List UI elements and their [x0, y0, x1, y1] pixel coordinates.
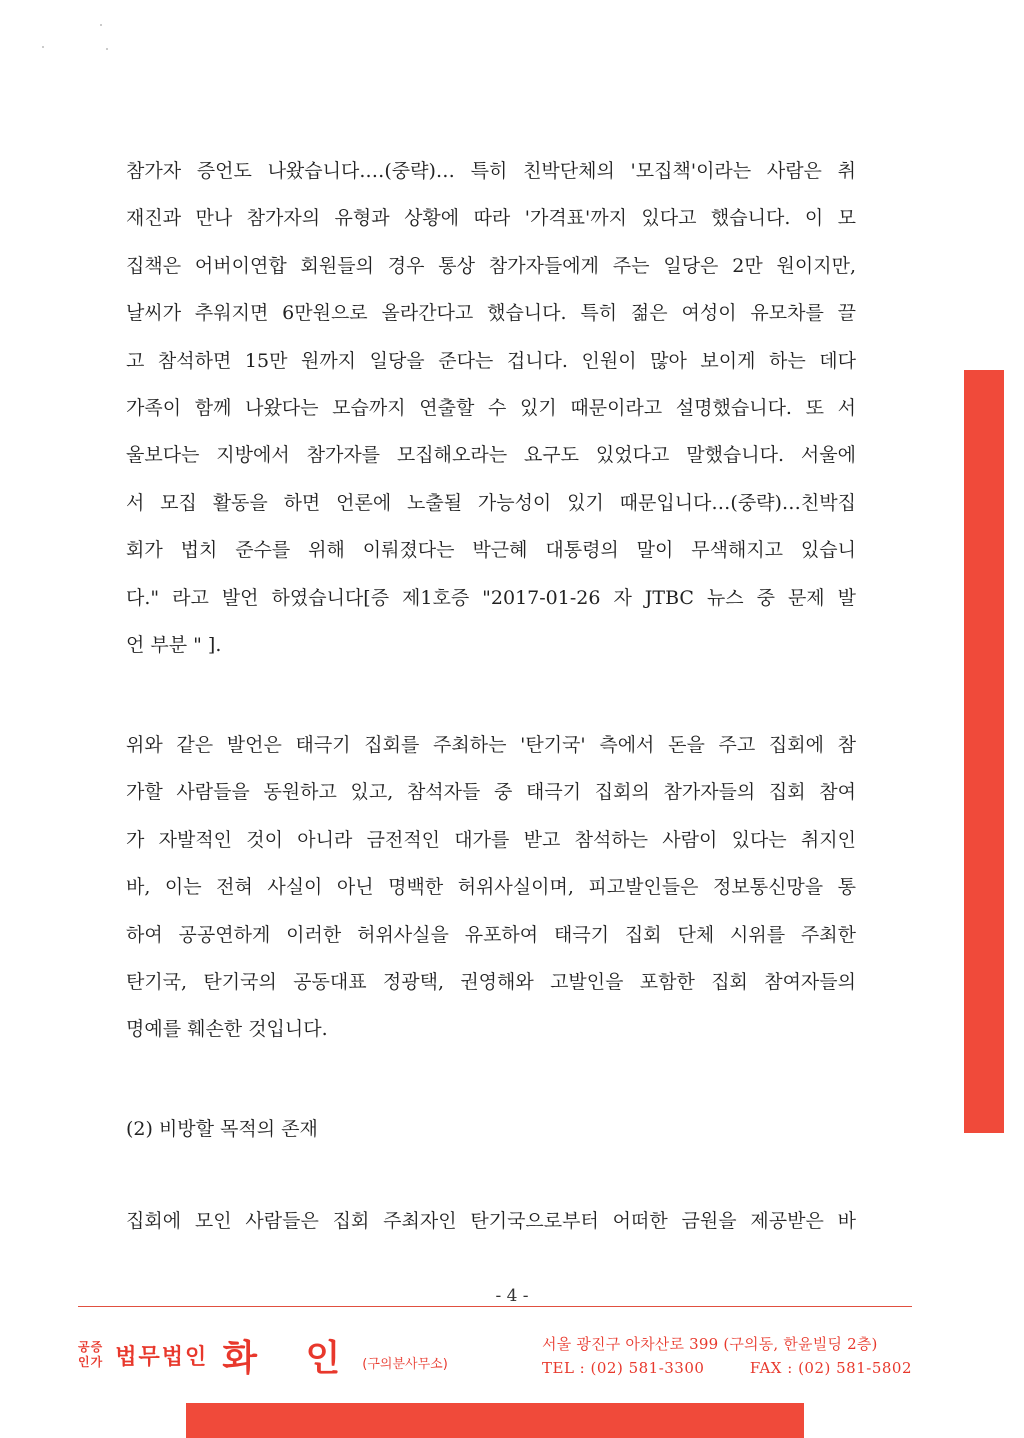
bottom-color-band	[186, 1403, 804, 1438]
text-line: 언 부분 " ].	[126, 634, 222, 657]
text-line: 회가 법치 준수를 위해 이뤄졌다는 박근혜 대통령의 말이 무색해지고 있습니	[126, 539, 856, 562]
text-line: 날씨가 추워지면 6만원으로 올라간다고 했습니다. 특히 젊은 여성이 유모차를 끌	[126, 302, 856, 325]
text-line: 바, 이는 전혀 사실이 아닌 명백한 허위사실이며, 피고발인들은 정보통신망을 통	[126, 876, 856, 899]
footer-divider	[78, 1306, 912, 1307]
text-line: 가 자발적인 것이 아니라 금전적인 대가를 받고 참석하는 사람이 있다는 취지인	[126, 828, 856, 851]
page-number: - 4 -	[495, 1286, 529, 1306]
text-line: 울보다는 지방에서 참가자를 모집해오라는 요구도 있었다고 말했습니다. 서울에	[126, 444, 856, 467]
scan-specks	[40, 20, 120, 60]
scan-speck	[42, 46, 44, 48]
text-line: 가할 사람들을 동원하고 있고, 참석자들 중 태극기 집회의 참가자들의 집회 참여	[126, 781, 856, 804]
text-line: 탄기국, 탄기국의 공동대표 정광택, 권영해와 고발인을 포함한 집회 참여자들의	[126, 971, 856, 994]
text-line: 재진과 만나 참가자의 유형과 상황에 따라 '가격표'까지 있다고 했습니다. 이 모	[126, 207, 856, 230]
text-line: 집회에 모인 사람들은 집회 주최자인 탄기국으로부터 어떠한 금원을 제공받은 바	[126, 1210, 856, 1232]
text-line: 위와 같은 발언은 태극기 집회를 주최하는 '탄기국' 측에서 돈을 주고 집회에 참	[126, 734, 856, 756]
text-line: 하여 공공연하게 이러한 허위사실을 유포하여 태극기 집회 단체 시위를 주최한	[126, 923, 856, 946]
firm-contact	[542, 1332, 912, 1380]
section-heading	[126, 1106, 856, 1153]
side-color-bar	[964, 370, 1004, 1133]
seal-top-text: 공증	[78, 1340, 104, 1354]
text-line: 명예를 훼손한 것입니다.	[126, 1018, 328, 1041]
seal-bottom-text: 인가	[78, 1355, 104, 1369]
section-heading-text: (2) 비방할 목적의 존재	[126, 1118, 318, 1140]
paragraph-3	[126, 1198, 856, 1245]
firm-tel: TEL : (02) 581-3300	[542, 1359, 705, 1377]
text-line: 집책은 어버이연합 회원들의 경우 통상 참가자들에게 주는 일당은 2만 원이지만,	[126, 254, 856, 277]
text-line: 가족이 함께 나왔다는 모습까지 연출할 수 있기 때문이라고 설명했습니다. 또 서	[126, 397, 856, 420]
contact-numbers	[542, 1356, 912, 1380]
firm-fax: FAX : (02) 581-5802	[749, 1359, 912, 1377]
firm-prefix: 법무법인	[115, 1344, 209, 1370]
paragraph-2	[126, 722, 856, 1054]
paragraph-1	[126, 148, 856, 669]
text-line: 참가자 증언도 나왔습니다.…(중략)… 특히 친박단체의 '모집책'이라는 사람은 취	[126, 160, 856, 182]
text-line: 다." 라고 발언 하였습니다[증 제1호증 "2017-01-26 자 JTBC 뉴스 중 문제 발	[126, 586, 857, 609]
scan-speck	[106, 48, 108, 50]
text-line: 고 참석하면 15만 원까지 일당을 준다는 겁니다. 인원이 많아 보이게 하는 데다	[126, 349, 856, 372]
firm-name: 화 인	[222, 1337, 359, 1379]
scan-speck	[100, 24, 102, 26]
text-line: 서 모집 활동을 하면 언론에 노출될 가능성이 있기 때문입니다…(중략)…친박집	[126, 491, 856, 514]
firm-address: 서울 광진구 아차산로 399 (구의동, 한윤빌딩 2층)	[542, 1335, 878, 1353]
notary-seal	[78, 1340, 103, 1370]
firm-branch: (구의분사무소)	[362, 1356, 448, 1372]
firm-logo	[78, 1330, 448, 1380]
